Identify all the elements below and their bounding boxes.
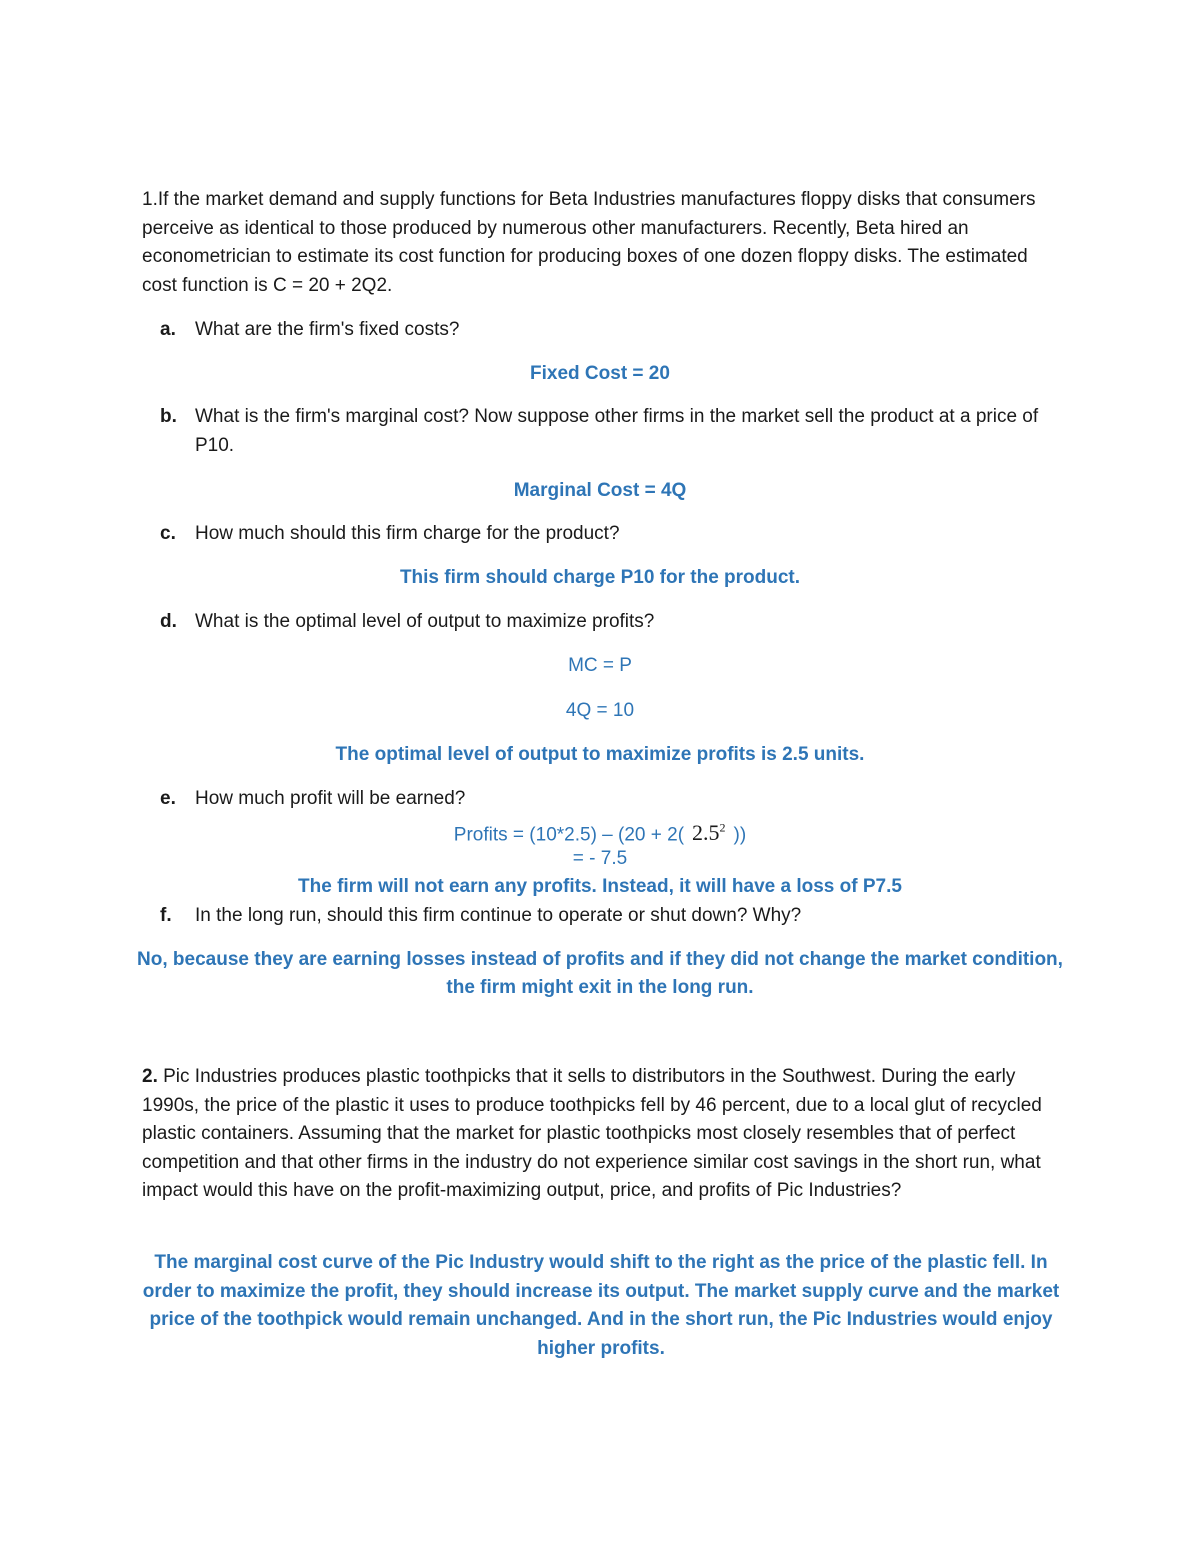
- q1a-question: [142, 316, 1060, 345]
- q1c-label: c.: [160, 523, 176, 544]
- q1b-answer: Marginal Cost = 4Q: [513, 480, 687, 501]
- q1b-question: [142, 403, 1060, 460]
- q2-question: [142, 1063, 1060, 1206]
- q1f-text: In the long run, should this firm continue to operate or shut down? Why?: [195, 905, 802, 926]
- q1f-answer-line-2: the firm might exit in the long run.: [446, 977, 754, 998]
- q1d-label: d.: [160, 611, 177, 632]
- q1c-text: How much should this firm charge for the product?: [195, 523, 620, 544]
- calc-prefix: Profits = (10*2.5) – (20 + 2(: [453, 824, 685, 846]
- calc-base: $2.5^2$: [692, 820, 726, 846]
- q1b-text: What is the firm's marginal cost? Now suppose other firms in the market sell the product at a price of P10.: [195, 406, 1039, 456]
- q1a-label: a.: [160, 319, 176, 340]
- q1d-answer: The optimal level of output to maximize profits is 2.5 units.: [335, 744, 865, 765]
- q1f-question: [142, 902, 1060, 931]
- q1d-text: What is the optimal level of output to maximize profits?: [195, 611, 655, 632]
- q1f-answer-line-1: No, because they are earning losses instead of profits and if they did not change the market condition,: [137, 949, 1063, 970]
- q1d-step-2: 4Q = 10: [565, 700, 635, 721]
- q1e-result: = - 7.5: [572, 848, 628, 869]
- q1e-text: How much profit will be earned?: [195, 788, 466, 809]
- q1f-label: f.: [160, 905, 172, 926]
- q1b-label: b.: [160, 406, 177, 427]
- q1e-question: [142, 785, 1060, 814]
- calc-exponent: 2: [719, 821, 726, 835]
- q2-answer: The marginal cost curve of the Pic Industry would shift to the right as the price of the plastic fell. In order to maximize the profit, they should increase its output. The market supply curve and the market price of the toothpick would remain unchanged. And in the short run, the Pic Industries would enjoy higher profits.: [142, 1252, 1060, 1359]
- q1-intro: 1.If the market demand and supply functions for Beta Industries manufactures floppy disks that consumers perceive as identical to those produced by numerous other manufacturers. Recently, Beta hired an econometrician to estimate its cost function for producing boxes of one dozen floppy disks. The estimated cost function is C = 20 + 2Q2.: [142, 189, 1036, 296]
- q1e-answer: The firm will not earn any profits. Instead, it will have a loss of P7.5: [298, 876, 902, 897]
- q2-text: Pic Industries produces plastic toothpicks that it sells to distributors in the Southwest. During the early 1990s, the price of the plastic it uses to produce toothpicks fell by 46 percent, due to a local glut of recycled plastic containers. Assuming that the market for plastic toothpicks most closely resembles that of perfect competition and that other firms in the industry do not experience similar cost savings in the short run, what impact would this have on the profit-maximizing output, price, and profits of Pic Industries?: [142, 1066, 1042, 1201]
- q1a-text: What are the firm's fixed costs?: [195, 319, 460, 340]
- calc-suffix: )): [733, 824, 747, 846]
- q2-number: 2.: [142, 1066, 158, 1087]
- q1a-answer: Fixed Cost = 20: [530, 363, 670, 384]
- q1e-label: e.: [160, 788, 176, 809]
- q1d-step-1: MC = P: [568, 655, 632, 676]
- q1d-question: [142, 608, 1060, 637]
- q1c-answer: This firm should charge P10 for the product.: [399, 567, 801, 588]
- q1c-question: [142, 520, 1060, 549]
